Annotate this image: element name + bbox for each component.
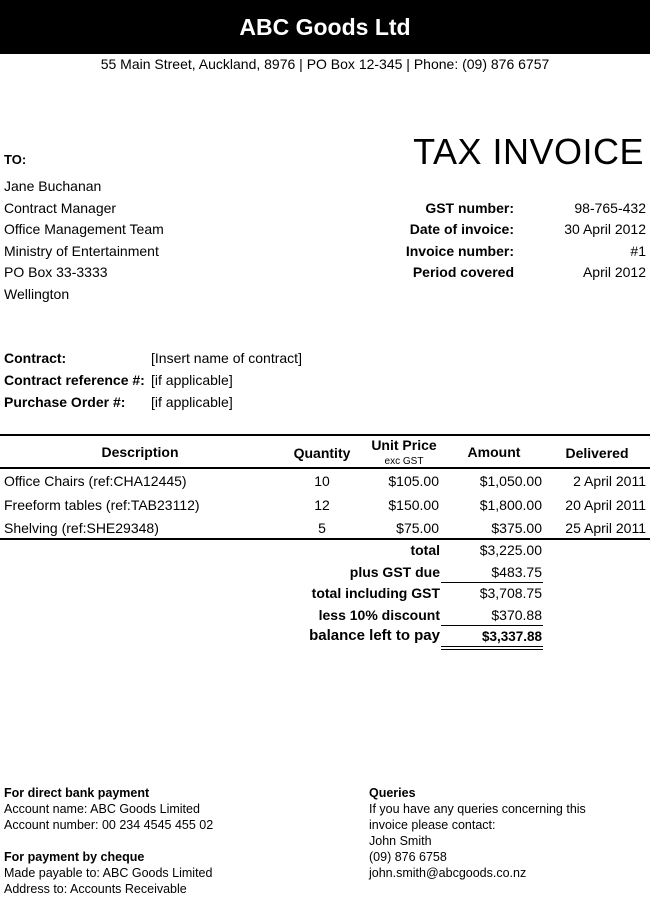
meta-label: GST number: (425, 200, 514, 216)
table-row (0, 473, 650, 495)
total-label: plus GST due (349, 564, 440, 580)
spacer (4, 833, 213, 849)
item-amount: $375.00 (491, 520, 542, 536)
meta-value: 30 April 2012 (564, 221, 646, 237)
balance-double-rule-2 (441, 649, 543, 650)
meta-row-period (340, 264, 646, 284)
meta-label: Period covered (412, 264, 514, 280)
contract-value: [Insert name of contract] (151, 350, 302, 366)
table-bottom-rule (0, 538, 650, 540)
contract-label: Contract: (4, 350, 67, 366)
queries-line: invoice please contact: (369, 818, 496, 832)
meta-value: April 2012 (582, 264, 646, 280)
recipient-block (4, 176, 164, 306)
column-header-quantity: Quantity (293, 445, 351, 461)
balance-top-rule (441, 625, 543, 626)
contact-phone: (09) 876 6758 (369, 850, 447, 864)
company-banner (0, 0, 650, 54)
meta-label: Date of invoice: (409, 221, 514, 237)
total-row (0, 542, 650, 564)
item-delivered: 20 April 2011 (565, 497, 646, 513)
contract-reference-row (4, 372, 644, 392)
cheque-payment-line: Address to: Accounts Receivable (4, 882, 187, 896)
contract-label: Contract reference #: (4, 372, 145, 388)
item-description: Office Chairs (ref:CHA12445) (4, 473, 187, 489)
meta-value: #1 (630, 243, 646, 259)
queries-heading: Queries (369, 786, 416, 800)
to-label: TO: (4, 152, 27, 167)
bank-payment-line: Account name: ABC Goods Limited (4, 802, 200, 816)
contract-value: [if applicable] (151, 372, 233, 388)
table-row (0, 497, 650, 519)
balance-value: $3,337.88 (481, 629, 542, 644)
contact-email[interactable]: john.smith@abcgoods.co.nz (369, 866, 527, 880)
item-description: Shelving (ref:SHE29348) (4, 520, 159, 536)
contract-label: Purchase Order #: (4, 394, 126, 410)
column-header-unit-price-note: exc GST (384, 456, 424, 467)
recipient-line: Office Management Team (4, 221, 164, 238)
item-delivered: 25 April 2011 (565, 520, 646, 536)
total-label: less 10% discount (318, 607, 440, 623)
total-including-gst-row (0, 585, 650, 607)
total-value: $483.75 (491, 564, 542, 580)
column-header-description: Description (101, 444, 179, 460)
item-amount: $1,050.00 (479, 473, 542, 489)
payment-section (4, 785, 213, 897)
balance-label: balance left to pay (309, 627, 440, 644)
item-delivered: 2 April 2011 (573, 473, 646, 489)
queries-line: If you have any queries concerning this (369, 802, 586, 816)
meta-row-invoice-number (340, 243, 646, 263)
discount-row (0, 607, 650, 629)
recipient-line: PO Box 33-3333 (4, 264, 108, 281)
balance-row (0, 627, 650, 649)
balance-double-rule-1 (441, 646, 543, 647)
total-label: total (410, 542, 440, 558)
document-title: TAX INVOICE (413, 131, 644, 172)
recipient-line: Contract Manager (4, 199, 117, 216)
meta-row-date (340, 221, 646, 241)
item-description: Freeform tables (ref:TAB23112) (4, 497, 200, 513)
item-amount: $1,800.00 (479, 497, 542, 513)
header-bottom-rule (0, 467, 650, 469)
purchase-order-row (4, 394, 644, 414)
subtotal-rule (441, 582, 543, 583)
recipient-line: Wellington (4, 285, 70, 302)
total-value: $3,708.75 (479, 585, 542, 601)
bank-payment-line: Account number: 00 234 4545 455 02 (4, 818, 214, 832)
item-unit-price: $105.00 (388, 473, 439, 489)
item-unit-price: $75.00 (396, 520, 439, 536)
cheque-payment-heading: For payment by cheque (4, 850, 145, 864)
bank-payment-heading: For direct bank payment (4, 786, 150, 800)
total-value: $3,225.00 (479, 542, 542, 558)
contract-value: [if applicable] (151, 394, 233, 410)
total-label: total including GST (311, 585, 440, 601)
recipient-line: Jane Buchanan (4, 178, 102, 194)
item-unit-price: $150.00 (388, 497, 439, 513)
table-top-rule (0, 434, 650, 436)
column-header-delivered: Delivered (565, 445, 629, 461)
contract-row (4, 350, 644, 370)
cheque-payment-line: Made payable to: ABC Goods Limited (4, 866, 213, 880)
item-quantity: 10 (314, 473, 330, 489)
total-value: $370.88 (491, 607, 542, 623)
meta-row-gst (340, 200, 646, 220)
item-quantity: 12 (314, 497, 330, 513)
meta-label: Invoice number: (405, 243, 514, 259)
contact-name: John Smith (369, 834, 432, 848)
company-name: ABC Goods Ltd (239, 14, 411, 40)
column-header-amount: Amount (467, 444, 521, 460)
item-quantity: 5 (318, 520, 326, 536)
column-header-unit-price: Unit Price (371, 437, 437, 453)
gst-due-row (0, 564, 650, 586)
queries-section (369, 785, 586, 881)
meta-value: 98-765-432 (574, 200, 646, 216)
company-address: 55 Main Street, Auckland, 8976 | PO Box 12-345 | Phone: (09) 876 6757 (100, 56, 550, 72)
recipient-line: Ministry of Entertainment (4, 242, 159, 259)
